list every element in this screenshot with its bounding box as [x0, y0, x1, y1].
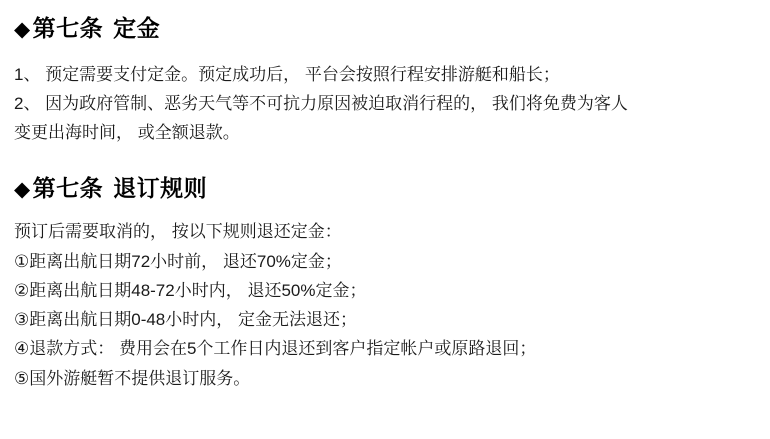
diamond-marker-icon: ◆: [14, 177, 31, 201]
refund-rule-5: ⑤国外游艇暂不提供退订服务。: [14, 368, 251, 388]
deposit-item-2: 2、 因为政府管制、恶劣天气等不可抗力原因被迫取消行程的， 我们将免费为客人: [14, 94, 628, 114]
section-title: 第七条: [32, 15, 104, 41]
deposit-body: [14, 60, 756, 148]
refund-rule-1: ①距离出航日期72小时前， 退还70%定金；: [14, 251, 342, 271]
refund-body: [14, 217, 756, 392]
deposit-item-1: 1、 预定需要支付定金。预定成功后， 平台会按照行程安排游艇和船长；: [14, 64, 560, 84]
section-refund-rules: [14, 168, 756, 393]
refund-rule-3: ③距离出航日期0-48小时内， 定金无法退还；: [14, 310, 357, 330]
refund-intro: 预订后需要取消的， 按以下规则退还定金：: [14, 222, 342, 242]
section-deposit: [14, 8, 756, 148]
section-title: 第七条: [32, 174, 104, 201]
refund-rule-2: ②距离出航日期48-72小时内， 退还50%定金；: [14, 280, 367, 300]
diamond-marker-icon: ◆: [14, 18, 31, 41]
refund-rule-4: ④退款方式： 费用会在5个工作日内退还到客户指定帐户或原路退回；: [14, 339, 537, 359]
section-heading-deposit: [14, 8, 756, 46]
deposit-item-2-cont: 变更出海时间， 或全额退款。: [14, 123, 240, 143]
section-heading-refund: [14, 168, 756, 206]
section-subtitle: 退订规则: [113, 174, 208, 201]
section-subtitle: 定金: [113, 15, 161, 41]
